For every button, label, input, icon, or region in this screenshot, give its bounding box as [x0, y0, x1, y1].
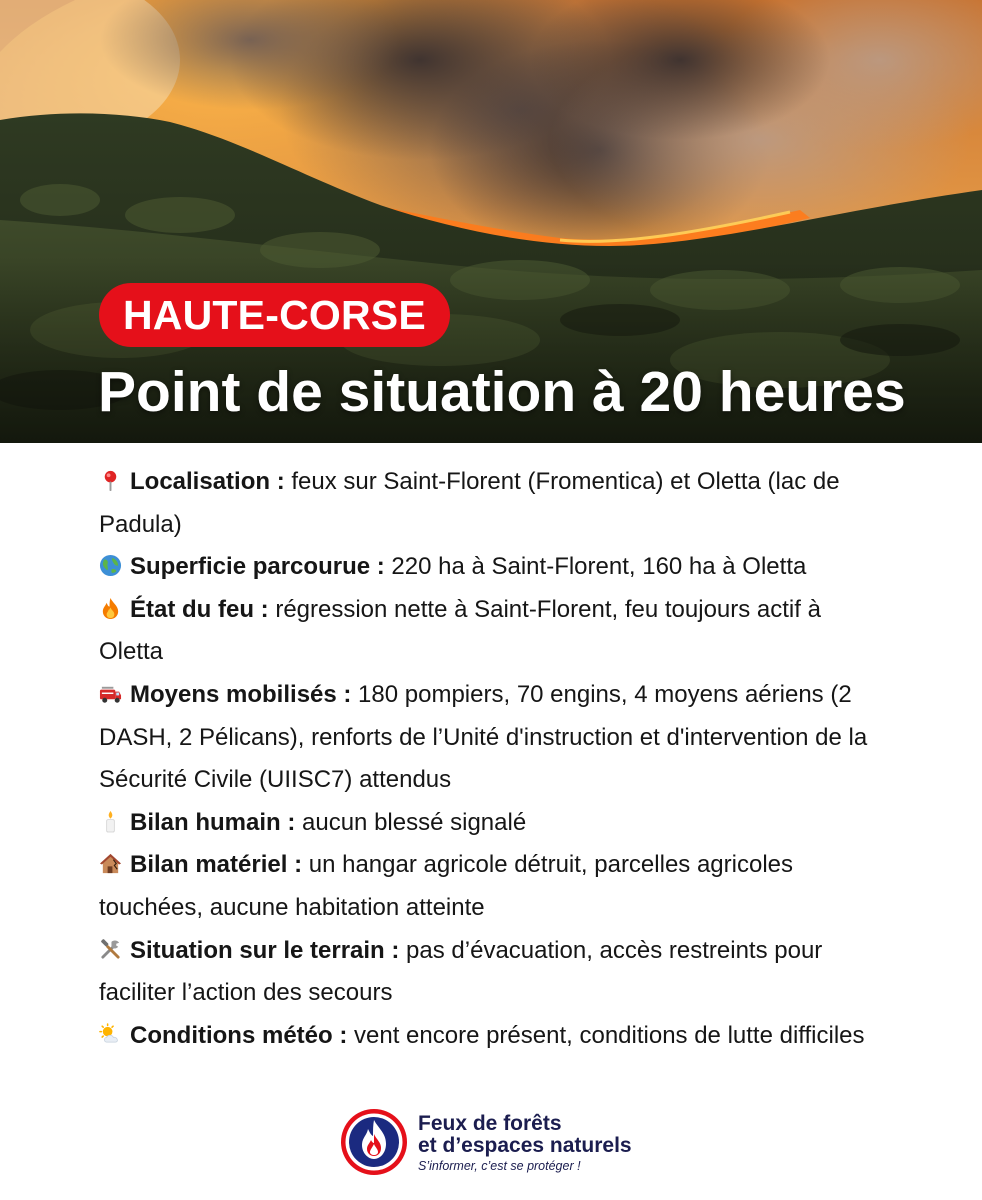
item-label: Bilan humain : — [130, 808, 296, 836]
situation-list — [99, 461, 889, 1057]
item-text: vent encore présent, conditions de lutte difficiles — [347, 1021, 865, 1049]
item-label: Localisation : — [130, 468, 285, 495]
fire-logo-icon — [340, 1108, 408, 1176]
footer-tagline: S’informer, c’est se protéger ! — [418, 1159, 581, 1173]
item-label: État du feu : — [130, 595, 269, 623]
list-item-meteo — [99, 1015, 889, 1058]
item-text: aucun blessé signalé — [295, 808, 527, 836]
item-label: Superficie parcourue : — [130, 553, 385, 581]
item-text: pas d’évacuation, accès restreints pour faciliter l’action des secours — [99, 936, 823, 1007]
hero-photo — [0, 0, 982, 443]
list-item-etat-du-feu — [99, 589, 889, 674]
item-text: 180 pompiers, 70 engins, 4 moyens aériens (2 DASH, 2 Pélicans), renforts de l’Unité d'instruction et d'intervention de la Sécurité Civile (UIISC7) attendus — [99, 680, 868, 794]
globe-icon — [99, 554, 122, 577]
item-text: un hangar agricole détruit, parcelles agricoles touchées, aucune habitation atteinte — [99, 851, 794, 921]
footer-branding — [340, 1106, 740, 1178]
list-item-terrain — [99, 930, 889, 1015]
fire-icon — [99, 597, 122, 620]
footer-title-line2: et d’espaces naturels — [418, 1134, 632, 1157]
list-item-localisation — [99, 461, 889, 546]
item-label: Situation sur le terrain : — [130, 936, 400, 964]
candle-icon — [99, 810, 122, 833]
item-label: Conditions météo : — [130, 1021, 348, 1049]
item-text: 220 ha à Saint-Florent, 160 ha à Oletta — [384, 553, 807, 581]
region-badge: HAUTE-CORSE — [99, 283, 450, 347]
item-text: régression nette à Saint-Florent, feu toujours actif à Oletta — [99, 595, 821, 666]
list-item-bilan-materiel — [99, 844, 889, 929]
list-item-moyens — [99, 674, 889, 802]
footer-title-line1: Feux de forêts — [418, 1112, 562, 1135]
sun-cloud-icon — [99, 1023, 122, 1046]
page-title: Point de situation à 20 heures — [98, 360, 906, 424]
list-item-bilan-humain — [99, 802, 889, 845]
pin-icon — [99, 469, 122, 492]
item-label: Moyens mobilisés : — [130, 680, 352, 708]
damaged-house-icon — [99, 852, 122, 875]
fire-truck-icon — [99, 682, 122, 705]
item-label: Bilan matériel : — [130, 851, 303, 879]
list-item-superficie — [99, 546, 889, 589]
tools-icon — [99, 938, 122, 961]
item-text: feux sur Saint-Florent (Fromentica) et Oletta (lac de Padula) — [99, 468, 840, 538]
